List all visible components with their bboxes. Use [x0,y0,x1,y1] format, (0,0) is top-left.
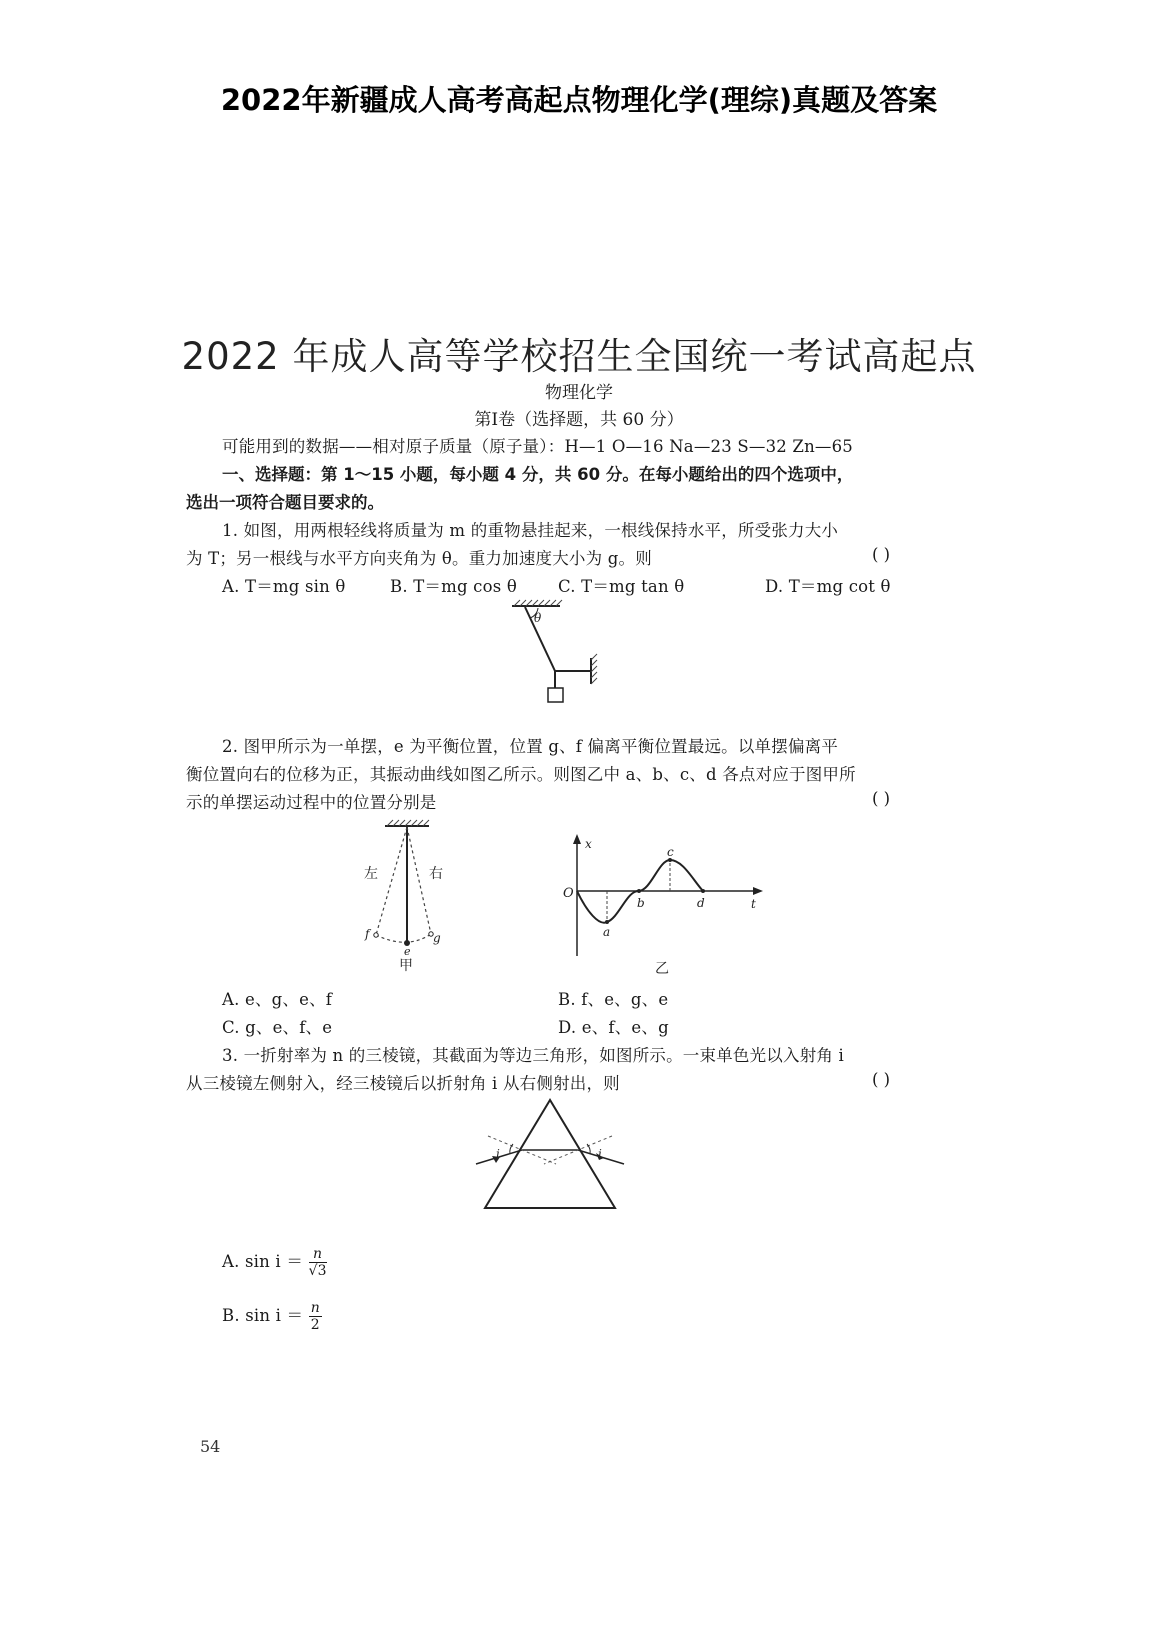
q1-text-line1: 1. 如图，用两根轻线将质量为 m 的重物悬挂起来，一根线保持水平，所受张力大小 [222,521,839,540]
label-a: a [603,925,611,939]
q3-option-a-prefix: A. sin i ＝ [222,1252,304,1271]
q3-option-a-fraction [309,1246,327,1279]
q3-text-line1: 3. 一折射率为 n 的三棱镜，其截面为等边三角形，如图所示。一束单色光以入射角 i [222,1046,845,1065]
label-b: b [637,896,645,910]
label-d: d [697,896,705,910]
q1-figure [490,596,640,724]
q3-figure-prism [470,1092,630,1218]
q2-text-line3: 示的单摆运动过程中的位置分别是 [186,793,437,812]
q1-weight-box [548,688,563,702]
caption-jia: 甲 [399,958,413,974]
label-f: f [365,927,370,941]
q2-text-line1: 2. 图甲所示为一单摆，e 为平衡位置，位置 g、f 偏离平衡位置最远。以单摆偏离平 [222,737,839,756]
q3-option-b [222,1300,322,1333]
label-t-axis: t [751,897,756,911]
q3-option-b-prefix: B. sin i ＝ [222,1306,304,1325]
prism-triangle [485,1100,615,1208]
label-e: e [404,945,411,958]
caption-yi: 乙 [655,961,669,977]
exam-title: 2022 年成人高等学校招生全国统一考试高起点 [181,335,977,378]
q2-figure-pendulum [325,814,495,976]
label-c: c [667,845,674,859]
label-x-axis: x [585,837,592,851]
q3-option-b-numerator: n [310,1300,320,1316]
q2-figure-graph [555,820,775,980]
q1-theta-label: θ [534,611,542,625]
document-title: 2022年新疆成人高考高起点物理化学(理综)真题及答案 [220,83,938,117]
subject-heading: 物理化学 [545,383,613,403]
q2-option-d: D. e、f、e、g [558,1018,669,1037]
label-left: 左 [364,866,378,882]
q1-text-line2: 为 T；另一根线与水平方向夹角为 θ。重力加速度大小为 g。则 [186,549,652,568]
label-right: 右 [429,866,443,882]
q3-option-b-fraction [309,1300,322,1333]
q2-option-c: C. g、e、f、e [222,1018,333,1037]
section-instructions-line2: 选出一项符合题目要求的。 [186,493,384,512]
q1-option-d: D. T＝mg cot θ [765,577,891,596]
q2-option-b: B. f、e、g、e [558,990,669,1009]
label-g: g [433,931,441,945]
volume-heading: 第Ⅰ卷（选择题，共 60 分） [474,410,684,430]
q3-answer-paren: ( ) [872,1070,891,1089]
q1-answer-paren: ( ) [872,545,891,564]
section-instructions-line1: 一、选择题：第 1～15 小题，每小题 4 分，共 60 分。在每小题给出的四个选项中， [222,465,854,484]
q1-option-a: A. T＝mg sin θ [222,577,346,596]
atomic-mass-data: 可能用到的数据——相对原子质量（原子量）：H—1 O—16 Na—23 S—32 Zn—65 [222,437,853,456]
q2-text-line2: 衡位置向右的位移为正，其振动曲线如图乙所示。则图乙中 a、b、c、d 各点对应于图甲所 [186,765,856,784]
q1-option-c: C. T＝mg tan θ [558,577,685,596]
label-i-right: i [598,1147,602,1161]
q3-text-line2: 从三棱镜左侧射入，经三棱镜后以折射角 i 从右侧射出，则 [186,1074,620,1093]
label-i-left: i [496,1147,500,1161]
label-origin: O [563,886,574,901]
q3-option-a [222,1246,327,1279]
q2-answer-paren: ( ) [872,789,891,808]
q3-option-b-denominator: 2 [310,1317,320,1333]
q3-option-a-numerator: n [309,1246,327,1263]
q1-option-b: B. T＝mg cos θ [390,577,517,596]
q3-option-a-denominator: √3 [308,1263,327,1279]
q2-option-a: A. e、g、e、f [222,990,333,1009]
page-number: 54 [200,1437,221,1456]
